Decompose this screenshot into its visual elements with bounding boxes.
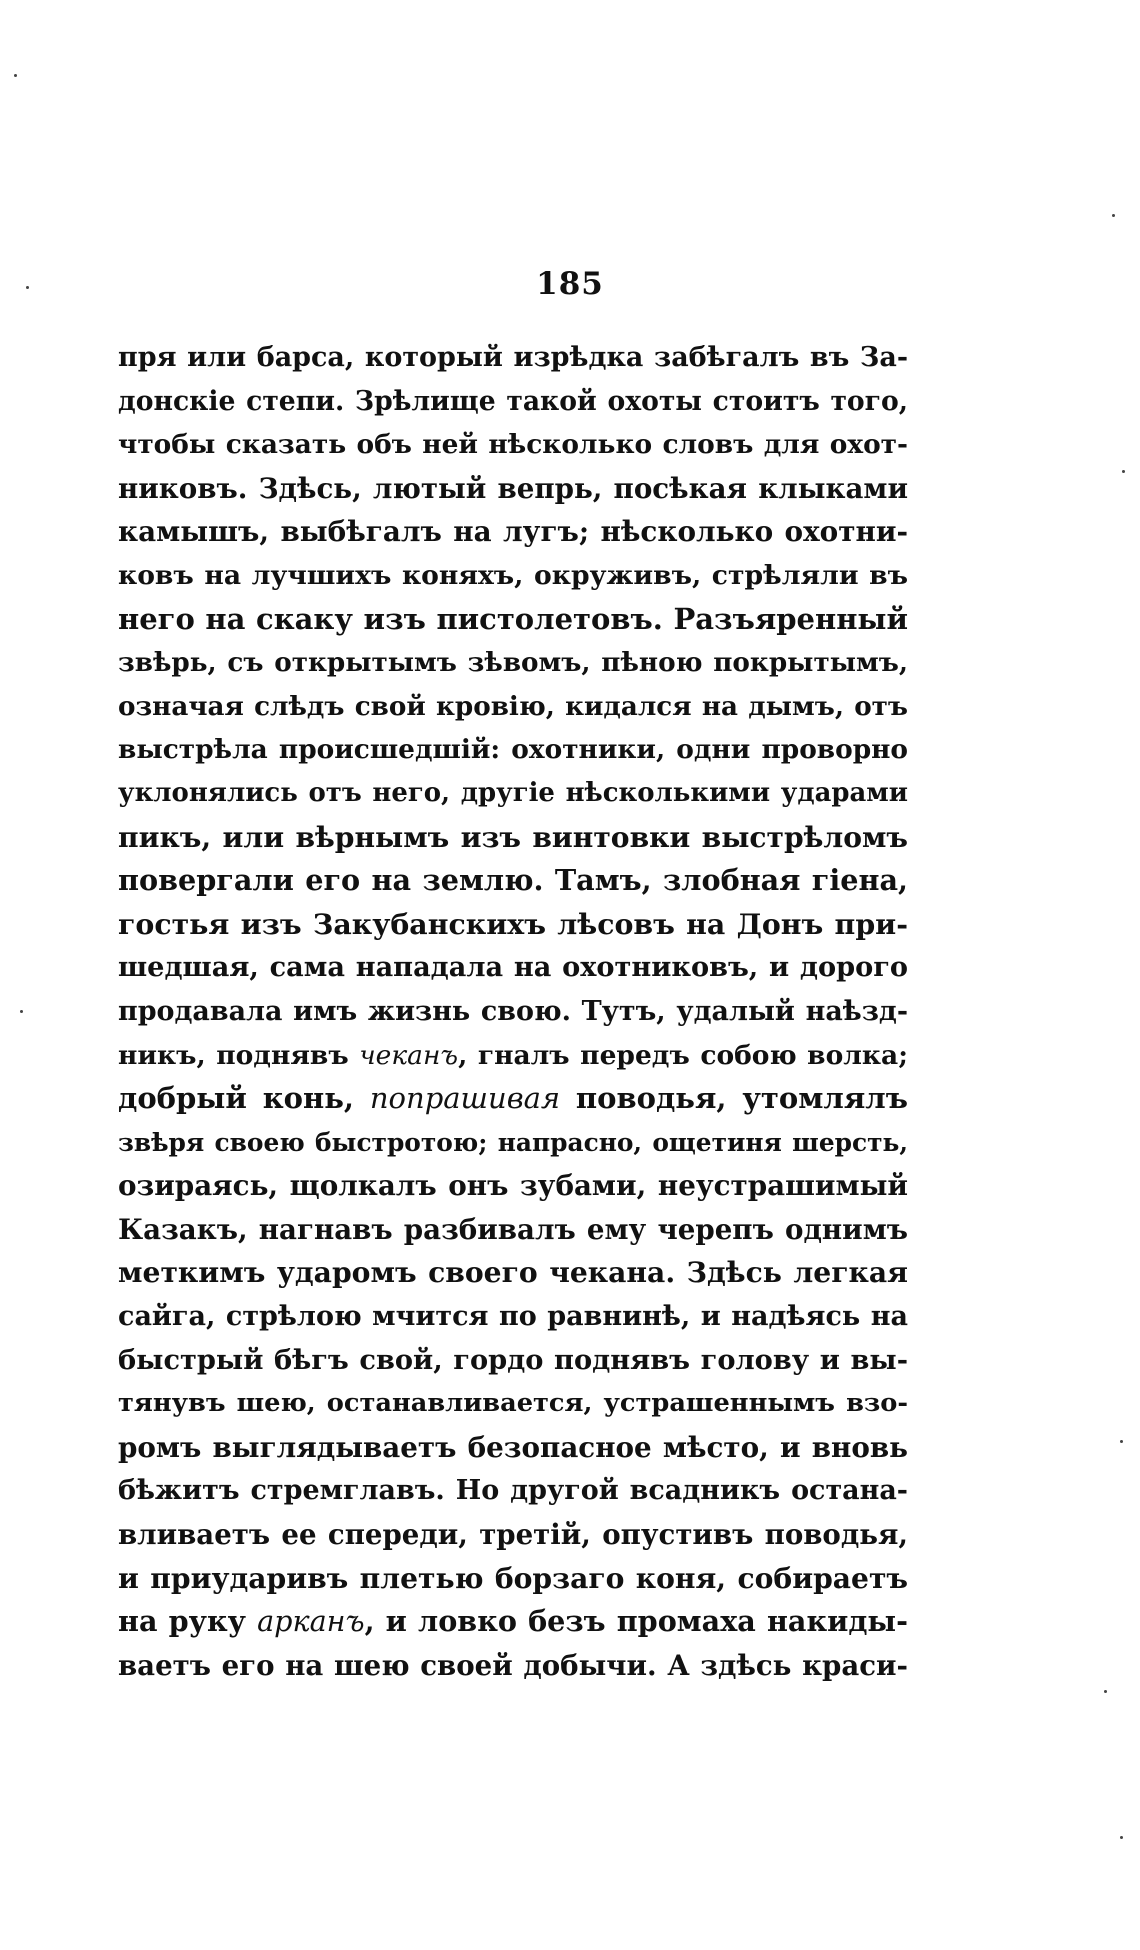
- text-segment: Казакъ, нагнавъ разбивалъ ему черепъ однимъ: [118, 1212, 908, 1246]
- text-line: [118, 1469, 908, 1513]
- text-segment: на руку: [118, 1604, 258, 1639]
- text-line: [118, 859, 908, 903]
- text-segment: , и ловко безъ промаха накиды-: [364, 1604, 908, 1639]
- text-segment: чтобы сказать объ ней нѣсколько словъ для охот-: [118, 429, 908, 461]
- text-line: [118, 1644, 908, 1688]
- text-segment: сайга, стрѣлою мчится по равнинѣ, и надѣясь на: [118, 1301, 908, 1333]
- text-line: [118, 816, 908, 860]
- italic-term: попрашивая: [369, 1081, 561, 1116]
- text-segment: него на скаку изъ пистолетовъ. Разъяренный: [118, 601, 908, 636]
- text-segment: меткимъ ударомъ своего чекана. Здѣсь легкая: [118, 1256, 908, 1290]
- text-segment: звѣря своею быстротою; напрасно, ощетиня шерсть,: [118, 1127, 908, 1157]
- scan-speck: [14, 74, 17, 77]
- scan-speck: [20, 1010, 23, 1013]
- scan-speck: [1120, 1440, 1123, 1443]
- scan-speck: [1120, 1836, 1123, 1839]
- text-segment: пикъ, или вѣрнымъ изъ винтовки выстрѣломъ: [118, 820, 908, 854]
- text-segment: никъ, поднявъ: [118, 1039, 360, 1071]
- text-line: [118, 1295, 908, 1339]
- text-line: [118, 990, 908, 1034]
- text-line: [118, 1426, 908, 1470]
- text-line: [118, 1251, 908, 1295]
- text-line: [118, 1164, 908, 1208]
- text-segment: никовъ. Здѣсь, лютый вепрь, посѣкая клыками: [118, 471, 908, 505]
- text-segment: шедшая, сама нападала на охотниковъ, и дорого: [118, 951, 908, 984]
- text-segment: бѣжитъ стремглавъ. Но другой всадникъ остана-: [118, 1475, 908, 1507]
- text-segment: вливаетъ ее спереди, третій, опустивъ поводья,: [118, 1518, 908, 1552]
- text-segment: уклонялись отъ него, другіе нѣсколькими ударами: [118, 777, 908, 808]
- text-line: [118, 1557, 908, 1601]
- text-line: [118, 728, 908, 772]
- text-line: [118, 1513, 908, 1557]
- text-segment: гостья изъ Закубанскихъ лѣсовъ на Донъ при-: [118, 906, 908, 941]
- page-number: 185: [536, 266, 604, 302]
- italic-term: чеканъ: [359, 1039, 459, 1071]
- text-line: [118, 946, 908, 990]
- text-line: [118, 685, 908, 729]
- text-line: [118, 1034, 908, 1078]
- text-segment: ковъ на лучшихъ коняхъ, окруживъ, стрѣляли въ: [118, 559, 908, 591]
- text-line: [118, 772, 908, 816]
- text-segment: донскіе степи. Зрѣлище такой охоты стоитъ того,: [118, 385, 908, 417]
- text-line: [118, 510, 908, 554]
- text-segment: ромъ выглядываетъ безопасное мѣсто, и вновь: [118, 1430, 908, 1464]
- text-segment: озираясь, щолкалъ онъ зубами, неустрашимый: [118, 1169, 908, 1203]
- text-line: [118, 598, 908, 642]
- text-segment: , гналъ передъ собою волка;: [458, 1039, 908, 1071]
- text-segment: звѣрь, съ открытымъ зѣвомъ, пѣною покрытымъ,: [118, 647, 908, 679]
- text-line: [118, 1077, 908, 1121]
- text-line: [118, 1339, 908, 1383]
- scan-speck: [1104, 1690, 1107, 1693]
- text-line: [118, 1208, 908, 1252]
- text-segment: быстрый бѣгъ свой, гордо поднявъ голову и вы-: [118, 1343, 908, 1376]
- text-segment: означая слѣдъ свой кровію, кидался на дымъ, отъ: [118, 690, 908, 722]
- scan-speck: [1122, 470, 1125, 473]
- text-line: [118, 423, 908, 467]
- text-line: [118, 1121, 908, 1165]
- text-line: [118, 1600, 908, 1644]
- text-line: [118, 641, 908, 685]
- text-segment: повергали его на землю. Тамъ, злобная гіена,: [118, 863, 908, 898]
- italic-term: арканъ: [257, 1604, 365, 1639]
- text-line: [118, 903, 908, 947]
- text-line: [118, 380, 908, 424]
- text-segment: камышъ, выбѣгалъ на лугъ; нѣсколько охотни-: [118, 515, 908, 549]
- text-segment: поводья, утомлялъ: [560, 1081, 908, 1116]
- text-line: [118, 1382, 908, 1426]
- body-text: [118, 336, 908, 1687]
- text-segment: добрый конь,: [118, 1081, 370, 1116]
- text-line: [118, 467, 908, 511]
- text-segment: пря или барса, который изрѣдка забѣгалъ въ За-: [118, 342, 908, 373]
- text-line: [118, 554, 908, 598]
- text-segment: выстрѣла происшедшій: охотники, одни проворно: [118, 734, 908, 766]
- text-line: [118, 336, 908, 380]
- scan-speck: [26, 286, 29, 289]
- text-segment: ваетъ его на шею своей добычи. А здѣсь краси-: [118, 1648, 908, 1682]
- text-segment: тянувъ шею, останавливается, устрашеннымъ взо-: [118, 1388, 908, 1419]
- text-segment: и приударивъ плетью борзаго коня, собираетъ: [118, 1561, 908, 1595]
- text-segment: продавала имъ жизнь свою. Тутъ, удалый наѣзд-: [118, 995, 908, 1027]
- scan-speck: [1112, 214, 1115, 217]
